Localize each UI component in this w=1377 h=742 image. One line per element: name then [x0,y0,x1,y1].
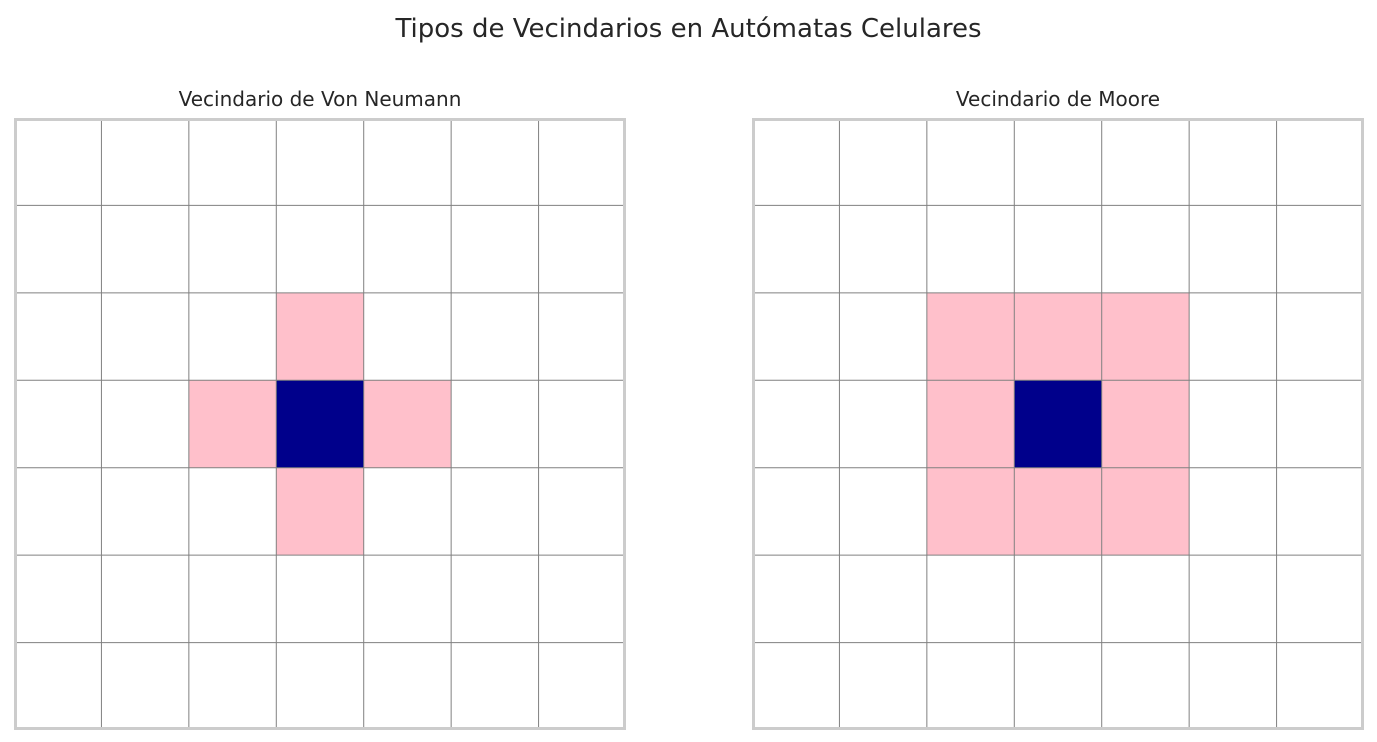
empty-cell [1189,468,1276,555]
neighbor-cell [1102,293,1189,380]
empty-cell [101,293,188,380]
empty-cell [101,468,188,555]
empty-cell [189,205,276,292]
empty-cell [189,293,276,380]
empty-cell [927,205,1014,292]
empty-cell [1277,118,1364,205]
empty-cell [101,555,188,642]
empty-cell [189,468,276,555]
empty-cell [14,118,101,205]
empty-cell [1277,643,1364,730]
von-neumann-grid [14,118,626,730]
empty-cell [1014,205,1101,292]
empty-cell [101,118,188,205]
empty-cell [539,205,626,292]
moore-title: Vecindario de Moore [955,87,1161,111]
empty-cell [14,205,101,292]
neighbor-cell [276,468,363,555]
empty-cell [364,643,451,730]
empty-cell [839,468,926,555]
neighbor-cell [927,468,1014,555]
moore-panel [752,84,1364,730]
empty-cell [1277,555,1364,642]
empty-cell [839,380,926,467]
empty-cell [1277,380,1364,467]
empty-cell [752,643,839,730]
neighbor-cell [364,380,451,467]
empty-cell [101,205,188,292]
empty-cell [927,118,1014,205]
empty-cell [189,643,276,730]
empty-cell [1014,555,1101,642]
empty-cell [276,118,363,205]
empty-cell [1189,380,1276,467]
empty-cell [364,293,451,380]
neighbor-cell [927,293,1014,380]
empty-cell [451,205,538,292]
empty-cell [276,643,363,730]
empty-cell [1014,643,1101,730]
empty-cell [927,643,1014,730]
von-neumann-title: Vecindario de Von Neumann [178,87,462,111]
empty-cell [839,205,926,292]
empty-cell [14,643,101,730]
empty-cell [14,555,101,642]
empty-cell [14,293,101,380]
neighbor-cell [189,380,276,467]
empty-cell [1189,205,1276,292]
empty-cell [1277,468,1364,555]
empty-cell [451,118,538,205]
empty-cell [1189,118,1276,205]
empty-cell [539,643,626,730]
neighbor-cell [1014,293,1101,380]
empty-cell [14,380,101,467]
neighbor-cell [276,293,363,380]
empty-cell [752,555,839,642]
empty-cell [364,468,451,555]
neighbor-cell [1014,468,1101,555]
empty-cell [1189,555,1276,642]
empty-cell [101,380,188,467]
empty-cell [839,643,926,730]
empty-cell [752,205,839,292]
empty-cell [839,293,926,380]
empty-cell [1102,555,1189,642]
empty-cell [927,555,1014,642]
empty-cell [539,555,626,642]
empty-cell [1014,118,1101,205]
empty-cell [1277,205,1364,292]
empty-cell [14,468,101,555]
empty-cell [752,380,839,467]
empty-cell [752,468,839,555]
von-neumann-panel [14,84,626,730]
empty-cell [1189,293,1276,380]
von-neumann-grid-svg [14,118,626,730]
neighbor-cell [927,380,1014,467]
empty-cell [1189,643,1276,730]
empty-cell [276,555,363,642]
empty-cell [839,555,926,642]
empty-cell [451,643,538,730]
empty-cell [451,555,538,642]
empty-cell [451,468,538,555]
center-cell [1014,380,1101,467]
empty-cell [451,293,538,380]
empty-cell [539,380,626,467]
empty-cell [539,118,626,205]
moore-grid [752,118,1364,730]
empty-cell [364,205,451,292]
empty-cell [276,205,363,292]
empty-cell [1102,205,1189,292]
center-cell [276,380,363,467]
empty-cell [189,118,276,205]
empty-cell [539,468,626,555]
empty-cell [1102,118,1189,205]
empty-cell [539,293,626,380]
empty-cell [364,555,451,642]
empty-cell [839,118,926,205]
empty-cell [752,118,839,205]
figure-title: Tipos de Vecindarios en Autómatas Celulares [395,14,982,44]
empty-cell [189,555,276,642]
empty-cell [101,643,188,730]
neighbor-cell [1102,380,1189,467]
empty-cell [364,118,451,205]
empty-cell [1102,643,1189,730]
empty-cell [1277,293,1364,380]
empty-cell [451,380,538,467]
empty-cell [752,293,839,380]
neighbor-cell [1102,468,1189,555]
moore-grid-svg [752,118,1364,730]
